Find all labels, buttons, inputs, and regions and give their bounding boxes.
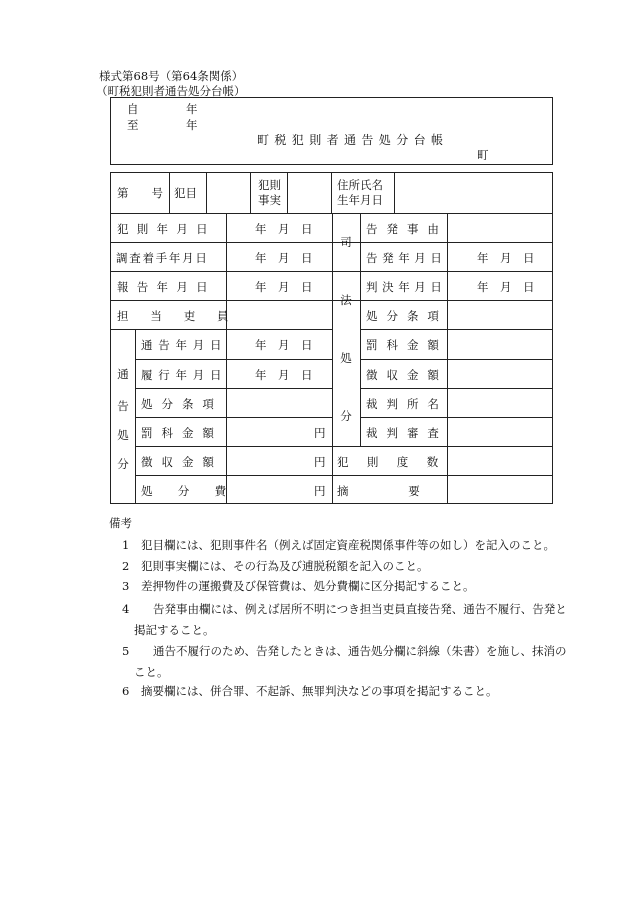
remark-text: 犯則事実欄には、その行為及び逋脱税額を記入のこと。 xyxy=(141,559,429,573)
address-label-2: 生年月日 xyxy=(337,193,383,207)
judicial-fine-label: 罰科金額 xyxy=(366,338,448,352)
notice-date-unit: 年 月 日 xyxy=(255,338,313,352)
court-review-label: 裁判審査 xyxy=(366,426,448,440)
judicial-group-char-4: 分 xyxy=(340,409,352,423)
remark-text: 差押物件の運搬費及び保管費は、処分費欄に区分掲記すること。 xyxy=(141,579,475,593)
investigation-date-label: 調査着手年月日 xyxy=(116,251,209,265)
crime-date-unit: 年 月 日 xyxy=(255,222,313,236)
remark-number: 3 xyxy=(122,579,130,593)
collection-amount-unit: 円 xyxy=(314,455,326,469)
crime-date-label: 犯則年月日 xyxy=(117,222,216,236)
crime-count-label: 犯則度数 xyxy=(337,455,457,469)
accusation-reason-label: 告発事由 xyxy=(366,222,448,236)
judgment-date-label: 判決年月日 xyxy=(366,280,447,294)
to-year-unit: 年 xyxy=(186,118,198,132)
remark-item xyxy=(122,558,577,574)
remark-item xyxy=(122,599,577,641)
performance-date-label: 履行年月日 xyxy=(141,368,228,382)
notice-group-char-4: 分 xyxy=(117,457,129,471)
remark-text: 犯目欄には、犯則事件名（例えば固定資産税関係事件等の如し）を記入のこと。 xyxy=(141,538,555,552)
disposition-clause-label: 処分条項 xyxy=(141,397,223,411)
judicial-clause-label: 処分条項 xyxy=(366,309,448,323)
report-date-unit: 年 月 日 xyxy=(255,280,313,294)
from-year-unit: 年 xyxy=(186,102,198,116)
judicial-collection-label: 徴収金額 xyxy=(366,368,448,382)
notice-date-label: 通告年月日 xyxy=(141,338,228,352)
judicial-group-char-2: 法 xyxy=(340,293,352,307)
remark-text: 摘要欄には、併合罪、不起訴、無罪判決などの事項を掲記すること。 xyxy=(141,684,498,698)
crime-fact-label-1: 犯則 xyxy=(258,178,281,192)
accusation-date-label: 告発年月日 xyxy=(366,251,447,265)
crime-item-label: 犯目 xyxy=(174,186,197,200)
judicial-group-char-1: 司 xyxy=(340,235,352,249)
cover-box xyxy=(110,97,553,165)
investigation-date-unit: 年 月 日 xyxy=(255,251,313,265)
remarks-title: 備考 xyxy=(109,516,132,530)
report-date-label: 報告年月日 xyxy=(117,280,216,294)
summary-label: 摘要 xyxy=(337,484,480,498)
town-label: 町 xyxy=(477,148,489,162)
accusation-date-unit: 年 月 日 xyxy=(477,251,535,265)
notice-group-char-2: 告 xyxy=(117,399,129,413)
remark-text: 通告不履行のため、告発したときは、通告処分欄に斜線（朱書）を施し、抹消のこと。 xyxy=(134,644,567,679)
remark-number: 4 xyxy=(122,602,130,616)
remark-item xyxy=(122,641,577,683)
officer-label: 担当吏員 xyxy=(117,309,251,323)
ledger-table xyxy=(110,172,553,504)
from-label: 自 xyxy=(127,102,139,116)
remark-number: 1 xyxy=(122,538,130,552)
crime-fact-label-2: 事実 xyxy=(258,193,281,207)
remark-number: 6 xyxy=(122,684,130,698)
to-label: 至 xyxy=(127,118,139,132)
court-name-label: 裁判所名 xyxy=(366,397,448,411)
number-label: 第 号 xyxy=(117,186,163,200)
disposal-cost-label: 処分費 xyxy=(141,484,252,498)
judicial-group-char-3: 処 xyxy=(340,351,352,365)
remark-item xyxy=(122,578,577,594)
fine-amount-unit: 円 xyxy=(314,426,326,440)
judgment-date-unit: 年 月 日 xyxy=(477,280,535,294)
remark-item xyxy=(122,537,577,553)
remark-number: 5 xyxy=(122,644,130,658)
fine-amount-label: 罰科金額 xyxy=(141,426,223,440)
form-caption: （町税犯則者通告処分台帳） xyxy=(96,84,246,98)
remark-text: 告発事由欄には、例えば居所不明につき担当吏員直接告発、通告不履行、告発と掲記すること。 xyxy=(134,602,567,637)
notice-group-char-1: 通 xyxy=(117,367,129,381)
remark-number: 2 xyxy=(122,559,130,573)
remark-item xyxy=(122,683,577,699)
form-number: 様式第68号（第64条関係） xyxy=(99,69,244,83)
collection-amount-label: 徴収金額 xyxy=(141,455,223,469)
address-label-1: 住所氏名 xyxy=(337,178,383,192)
ledger-title: 町税犯則者通告処分台帳 xyxy=(257,133,449,147)
performance-date-unit: 年 月 日 xyxy=(255,368,313,382)
disposal-cost-unit: 円 xyxy=(314,484,326,498)
notice-group-char-3: 処 xyxy=(117,428,129,442)
